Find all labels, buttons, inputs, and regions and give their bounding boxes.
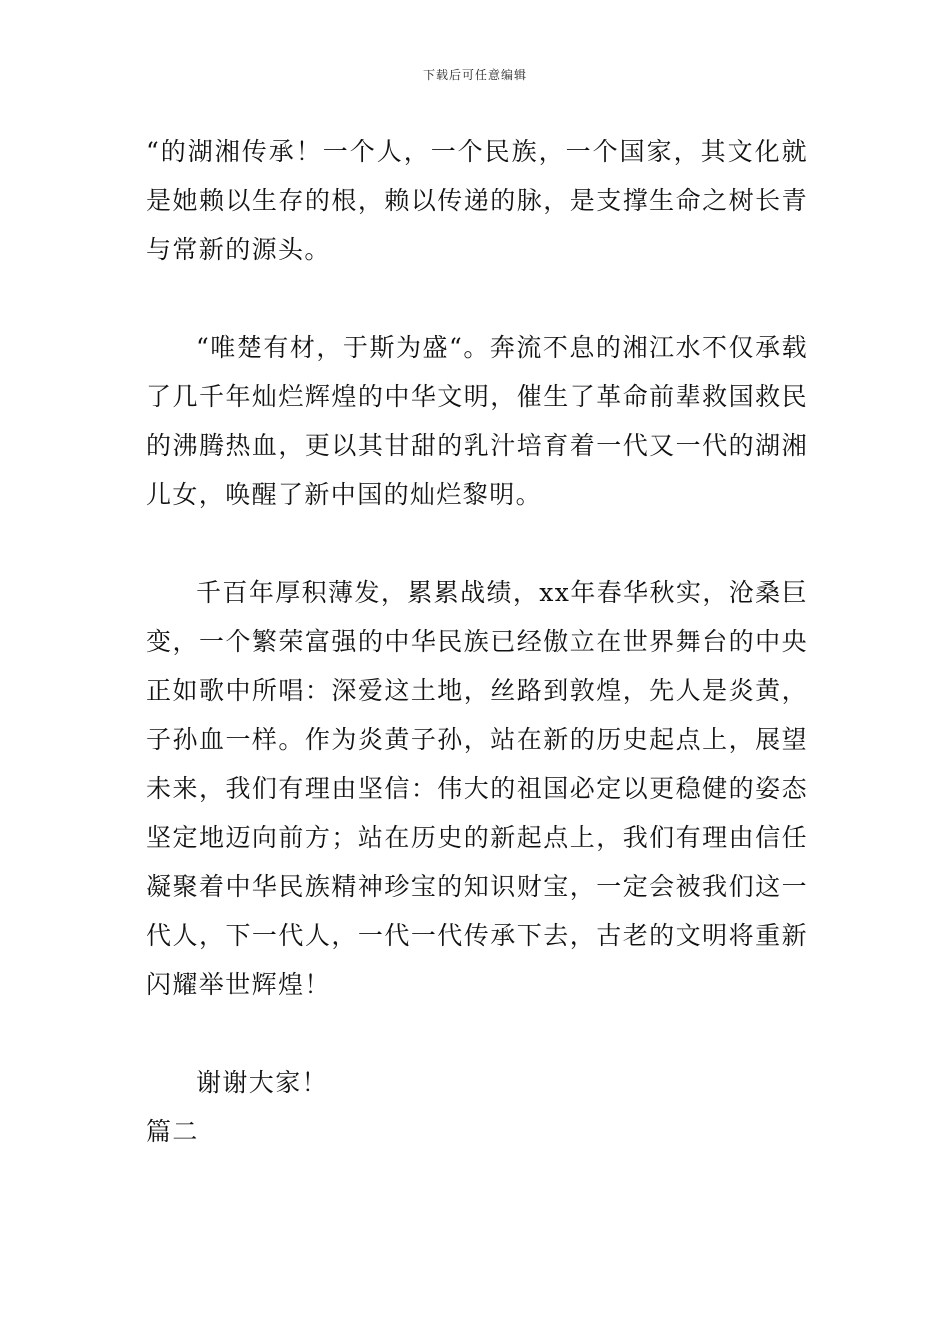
- paragraph-gap: [146, 519, 808, 568]
- closing-line: 谢谢大家！: [196, 1068, 329, 1097]
- paragraph-gap: [146, 274, 808, 323]
- paragraph-3: 千百年厚积薄发，累累战绩，xx年春华秋实，沧桑巨变，一个繁荣富强的中华民族已经傲立在世界舞台的中央正如歌中所唱：深爱这土地，丝路到敦煌，先人是炎黄，子孙血一样。作为炎黄子孙，站在新的历史起点上，展望未来，我们有理由坚信：伟大的祖国必定以更稳健的姿态坚定地迈向前方；站在历史的新起点上，我们有理由信任凝聚着中华民族精神珍宝的知识财宝，一定会被我们这一代人，下一代人，一代一代传承下去，古老的文明将重新闪耀举世辉煌！: [146, 578, 808, 999]
- page-header: 下载后可任意编辑: [422, 68, 527, 82]
- document-body: [146, 127, 808, 1156]
- paragraph-gap: [146, 1009, 808, 1058]
- paragraph-2: “唯楚有材，于斯为盛“。奔流不息的湘江水不仅承载了几千年灿烂辉煌的中华文明，催生了革命前辈救国救民的沸腾热血，更以其甘甜的乳汁培育着一代又一代的湖湘儿女，唤醒了新中国的灿烂黎明。: [146, 333, 808, 509]
- paragraph-1: “的湖湘传承！一个人，一个民族，一个国家，其文化就是她赖以生存的根，赖以传递的脉，是支撑生命之树长青与常新的源头。: [146, 137, 808, 264]
- section-title: 篇二: [146, 1117, 199, 1146]
